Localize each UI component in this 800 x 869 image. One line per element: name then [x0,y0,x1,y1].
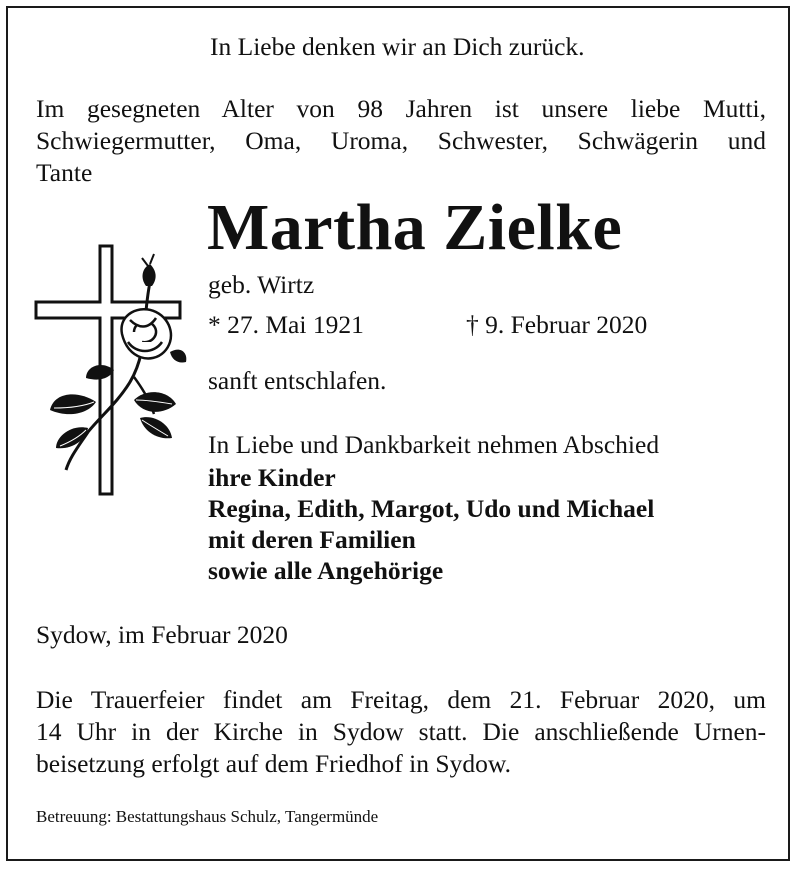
mourners-line-2: Regina, Edith, Margot, Udo und Michael [208,494,655,523]
place-date: Sydow, im Februar 2020 [36,620,288,649]
mourners-line-4: sowie alle Angehörige [208,556,444,585]
care-line: Betreuung: Bestattungshaus Schulz, Tangermünde [36,807,379,826]
maiden-name: geb. Wirtz [208,270,315,299]
service-line-1: Die Trauerfeier findet am Freitag, dem 21. Februar 2020, um [36,685,766,714]
intro-text: In Liebe denken wir an Dich zurück. [210,32,585,61]
birth-date: * 27. Mai 1921 [208,310,364,339]
announcement-line-2: Schwiegermutter, Oma, Uroma, Schwester, Schwägerin und [36,126,766,155]
passed-text: sanft entschlafen. [208,366,387,395]
announcement-line-1: Im gesegneten Alter von 98 Jahren ist unsere liebe Mutti, [36,94,766,123]
service-line-2: 14 Uhr in der Kirche in Sydow statt. Die anschließende Urnen- [36,717,766,746]
death-date: † 9. Februar 2020 [466,310,648,339]
deceased-name: Martha Zielke [207,191,623,264]
mourners-line-1: ihre Kinder [208,463,336,492]
farewell-intro: In Liebe und Dankbarkeit nehmen Abschied [208,430,660,459]
cross-with-rose-icon [30,242,190,502]
service-line-3: beisetzung erfolgt auf dem Friedhof in Sydow. [36,749,511,778]
mourners-line-3: mit deren Familien [208,525,416,554]
announcement-line-3: Tante [36,158,93,187]
